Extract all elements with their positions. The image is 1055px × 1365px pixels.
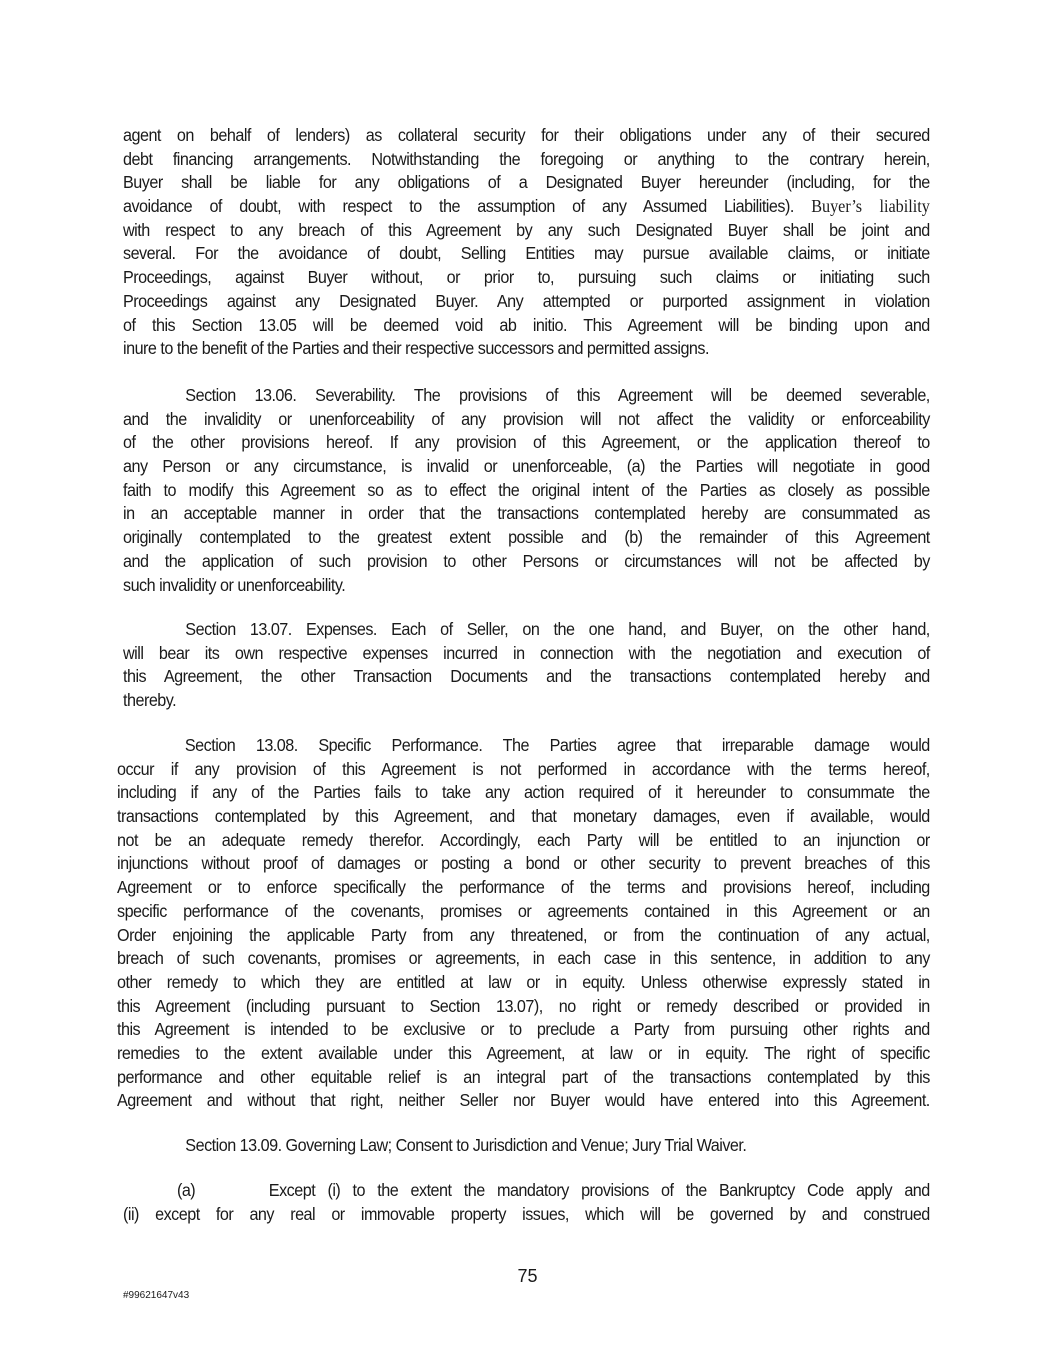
text-line: such invalidity or unenforceability. [123, 574, 346, 595]
text-line: will bear its own respective expenses incurred in connection with the negotiation and execution of [123, 642, 930, 663]
paragraph-section-13-06-severability [123, 384, 930, 597]
list-marker: (a) [176, 1180, 196, 1200]
text-line: and the application of such provision to other Persons or circumstances will not be affected by [123, 550, 930, 571]
text-line: several. For the avoidance of doubt, Selling Entities may pursue available claims, or initiate [123, 243, 930, 264]
text-line: Agreement or to enforce specifically the performance of the terms and provisions hereof, including [117, 877, 930, 898]
paragraph-section-13-08-specific-performance [117, 734, 930, 1113]
text-line: originally contemplated to the greatest extent possible and (b) the remainder of this Agreement [123, 527, 930, 548]
document-id: #99621647v43 [123, 1290, 190, 1301]
text-line [123, 195, 930, 219]
section-heading-line: Section 13.06. Severability. The provisions of this Agreement will be deemed severable, [185, 385, 930, 405]
section-heading-line: Section 13.07. Expenses. Each of Seller, on the one hand, and Buyer, on the other hand, [185, 619, 930, 639]
paragraph-section-13-05-continuation [123, 124, 930, 361]
section-heading-line: Section 13.09. Governing Law; Consent to Jurisdiction and Venue; Jury Trial Waiver. [185, 1135, 747, 1155]
text-line: of the other provisions hereof. If any provision of this Agreement, or the application thereof to [123, 432, 930, 453]
text-line: performance and other equitable relief is an integral part of the transactions contemplated by this [117, 1066, 930, 1087]
section-heading-line: Section 13.08. Specific Performance. The Parties agree that irreparable damage would [184, 735, 930, 755]
text-fragment: Except (i) to the extent the mandatory provisions of the Bankruptcy Code apply and [268, 1180, 930, 1200]
text-line: this Agreement (including pursuant to Section 13.07), no right or remedy described or provided in [117, 995, 930, 1016]
text-line: any Person or any circumstance, is invalid or unenforceable, (a) the Parties will negotiate in good [123, 456, 930, 477]
text-line: inure to the benefit of the Parties and their respective successors and permitted assigns. [123, 338, 709, 359]
text-line: injunctions without proof of damages or posting a bond or other security to prevent breaches of this [117, 853, 930, 874]
text-line: faith to modify this Agreement so as to effect the original intent of the Parties as closely as possible [123, 479, 930, 500]
text-line: agent on behalf of lenders) as collateral security for their obligations under any of their secured [123, 125, 930, 145]
text-line: thereby. [123, 690, 177, 711]
text-line: occur if any provision of this Agreement is not performed in accordance with the terms hereof, [117, 758, 930, 779]
section-13-09-heading [123, 1134, 930, 1158]
page-number: 75 [517, 1266, 538, 1286]
text-line: Buyer shall be liable for any obligations of a Designated Buyer hereunder (including, for the [123, 172, 930, 193]
text-line: Proceedings against any Designated Buyer. Any attempted or purported assignment in violation [123, 290, 930, 311]
text-line: (ii) except for any real or immovable property issues, which will be governed by and construed [123, 1203, 930, 1224]
serif-text-fragment: Buyer’s liability [793, 196, 930, 217]
text-line: including if any of the Parties fails to take any action required of it hereunder to consummate the [117, 782, 930, 803]
text-line: transactions contemplated by this Agreement, and that monetary damages, even if available, would [117, 806, 930, 827]
text-line: Order enjoining the applicable Party from any threatened, or from the continuation of any actual, [117, 924, 930, 945]
paragraph-section-13-07-expenses [123, 618, 930, 713]
text-line: remedies to the extent available under this Agreement, at law or in equity. The right of specific [117, 1042, 930, 1063]
text-line: specific performance of the covenants, promises or agreements contained in this Agreement or an [117, 900, 930, 921]
text-line [123, 1179, 930, 1203]
text-line: of this Section 13.05 will be deemed void ab initio. This Agreement will be binding upon and [123, 314, 930, 335]
text-line: Agreement and without that right, neither Seller nor Buyer would have entered into this Agreement. [117, 1090, 930, 1111]
text-line: in an acceptable manner in order that the transactions contemplated hereby are consummated as [123, 503, 930, 524]
text-line: and the invalidity or unenforceability of any provision will not affect the validity or enforceability [123, 408, 930, 429]
paragraph-section-13-09-a [123, 1179, 930, 1226]
text-line: this Agreement is intended to be exclusive or to preclude a Party from pursuing other rights and [117, 1019, 930, 1040]
text-line: with respect to any breach of this Agreement by any such Designated Buyer shall be joint and [123, 219, 930, 240]
text-line: this Agreement, the other Transaction Documents and the transactions contemplated hereby and [123, 666, 930, 687]
text-line: other remedy to which they are entitled at law or in equity. Unless otherwise expressly stated in [117, 971, 930, 992]
text-fragment: avoidance of doubt, with respect to the assumption of any Assumed Liabilities). [123, 196, 794, 217]
text-line: debt financing arrangements. Notwithstanding the foregoing or anything to the contrary herein, [123, 148, 930, 169]
text-line: breach of such covenants, promises or agreements, in each case in this sentence, in addition to any [117, 948, 930, 969]
text-line: not be an adequate remedy therefor. Accordingly, each Party will be entitled to an injunction or [117, 829, 930, 850]
text-line: Proceedings, against Buyer without, or prior to, pursuing such claims or initiating such [123, 267, 930, 288]
